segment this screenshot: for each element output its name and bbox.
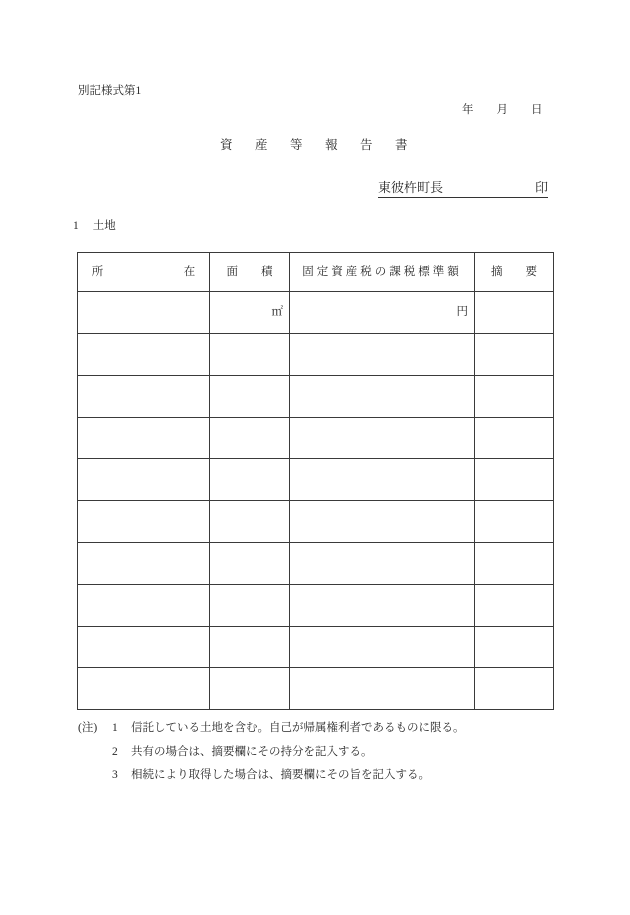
table-row [78,417,554,459]
location-cell [78,417,210,459]
tax-base-cell [290,375,475,417]
area-cell [210,334,290,376]
remarks-cell [475,626,554,668]
tax-base-cell [290,626,475,668]
tax-base-cell [290,417,475,459]
area-cell [210,375,290,417]
notes-label-spacer [78,768,112,783]
location-cell [78,584,210,626]
notes [78,721,465,783]
area-cell [210,626,290,668]
table-row [78,459,554,501]
land-table-body [78,253,554,710]
remarks-cell [475,375,554,417]
remarks-cell [475,584,554,626]
note-number: 3 [112,769,118,781]
tax-base-cell [290,334,475,376]
addressee-line [378,180,548,198]
seal-placeholder: 印 [534,180,548,195]
notes-label-spacer [78,745,112,760]
table-header-row [78,253,554,292]
table-row [78,584,554,626]
note-text: 共有の場合は、摘要欄にその持分を記入する。 [131,745,373,758]
tax-base-cell [290,584,475,626]
header-remarks: 摘 要 [475,253,554,292]
section-number: 1 [73,220,79,232]
area-cell [210,584,290,626]
table-row [78,334,554,376]
tax-base-unit-cell: 円 [290,292,475,334]
remarks-cell [475,501,554,543]
location-cell [78,292,210,334]
table-row [78,668,554,710]
table-row [78,501,554,543]
land-table [77,252,554,710]
location-cell [78,375,210,417]
area-cell [210,542,290,584]
table-row [78,626,554,668]
remarks-cell [475,668,554,710]
table-row [78,542,554,584]
area-cell [210,417,290,459]
form-number: 別記様式第1 [78,85,142,97]
tax-base-cell [290,668,475,710]
header-area: 面 積 [210,253,290,292]
section-title: 土地 [92,220,116,232]
area-unit-cell: ㎡ [210,292,290,334]
note-text: 相続により取得した場合は、摘要欄にその旨を記入する。 [131,769,430,781]
area-cell [210,668,290,710]
remarks-cell [475,459,554,501]
location-cell [78,334,210,376]
remarks-cell [475,417,554,459]
remarks-cell [475,292,554,334]
table-row [78,375,554,417]
date-line: 年 月 日 [462,104,543,116]
page-title: 資産等報告書 [220,138,431,152]
area-cell [210,501,290,543]
notes-label: (注) [78,722,98,734]
location-cell [78,501,210,543]
note-text: 信託している土地を含む。自己が帰属権利者であるものに限る。 [131,722,465,734]
header-location: 所 在 [78,253,210,292]
tax-base-cell [290,542,475,584]
note-number: 1 [112,722,118,734]
unit-row [78,292,554,334]
addressee-name: 東彼杵町長 [378,180,444,195]
tax-base-cell [290,459,475,501]
tax-base-cell [290,501,475,543]
location-cell [78,459,210,501]
location-cell [78,668,210,710]
remarks-cell [475,542,554,584]
note-number: 2 [112,745,118,758]
remarks-cell [475,334,554,376]
area-cell [210,459,290,501]
location-cell [78,626,210,668]
header-tax-base: 固定資産税の課税標準額 [290,253,475,292]
location-cell [78,542,210,584]
section-heading [73,219,116,233]
